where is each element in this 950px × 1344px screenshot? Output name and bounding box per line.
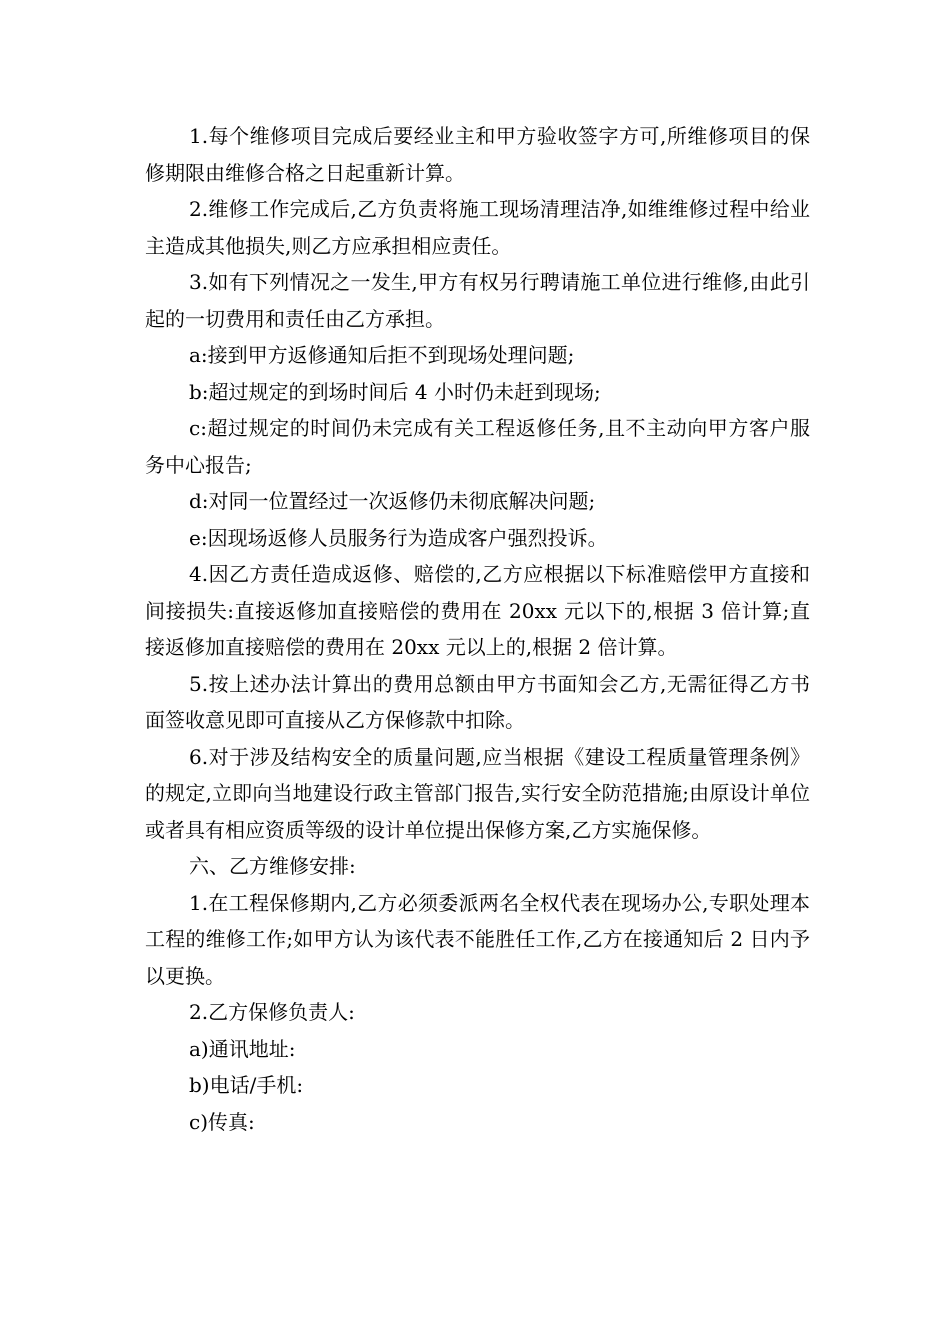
section-heading-maintenance-arrangement: 六、乙方维修安排:	[189, 854, 356, 878]
condition-b: b:超过规定的到场时间后 4 小时仍未赶到现场;	[189, 379, 601, 404]
contact-phone: b)电话/手机:	[189, 1073, 304, 1097]
clause-3-conditions: 3.如有下列情况之一发生,甲方有权另行聘请施工单位进行维修,由此引起的一切费用和责任由乙方承担。	[145, 270, 810, 331]
clause-2-cleanup: 2.维修工作完成后,乙方负责将施工现场清理洁净,如维维修过程中给业主造成其他损失,则乙方应承担相应责任。	[145, 197, 810, 258]
clause-4-compensation: 4.因乙方责任造成返修、赔偿的,乙方应根据以下标准赔偿甲方直接和间接损失:直接返修加直接赔偿的费用在 20xx 元以下的,根据 3 倍计算;直接返修加直接赔偿的费用在 20xx 元以上的,根据 2 倍计算。	[145, 562, 810, 659]
arrangement-1-representatives: 1.在工程保修期内,乙方必须委派两名全权代表在现场办公,专职处理本工程的维修工作;如甲方认为该代表不能胜任工作,乙方在接通知后 2 日内予以更换。	[145, 890, 810, 988]
document-body	[145, 118, 810, 1140]
condition-e: e:因现场返修人员服务行为造成客户强烈投诉。	[189, 525, 608, 550]
clause-1-acceptance: 1.每个维修项目完成后要经业主和甲方验收签字方可,所维修项目的保修期限由维修合格之日起重新计算。	[145, 124, 810, 185]
contact-fax: c)传真:	[189, 1109, 255, 1134]
clause-6-structural-safety: 6.对于涉及结构安全的质量问题,应当根据《建设工程质量管理条例》的规定,立即向当地建设行政主管部门报告,实行安全防范措施;由原设计单位或者具有相应资质等级的设计单位提出保修方案,乙方实施保修。	[145, 744, 810, 842]
condition-c: c:超过规定的时间仍未完成有关工程返修任务,且不主动向甲方客户服务中心报告;	[145, 416, 810, 477]
condition-d: d:对同一位置经过一次返修仍未彻底解决问题;	[189, 489, 596, 513]
arrangement-2-responsible-person: 2.乙方保修负责人:	[189, 1000, 355, 1024]
clause-5-deduction: 5.按上述办法计算出的费用总额由甲方书面知会乙方,无需征得乙方书面签收意见即可直接从乙方保修款中扣除。	[145, 671, 810, 732]
condition-a: a:接到甲方返修通知后拒不到现场处理问题;	[189, 343, 575, 367]
contact-address: a)通讯地址:	[189, 1036, 296, 1061]
